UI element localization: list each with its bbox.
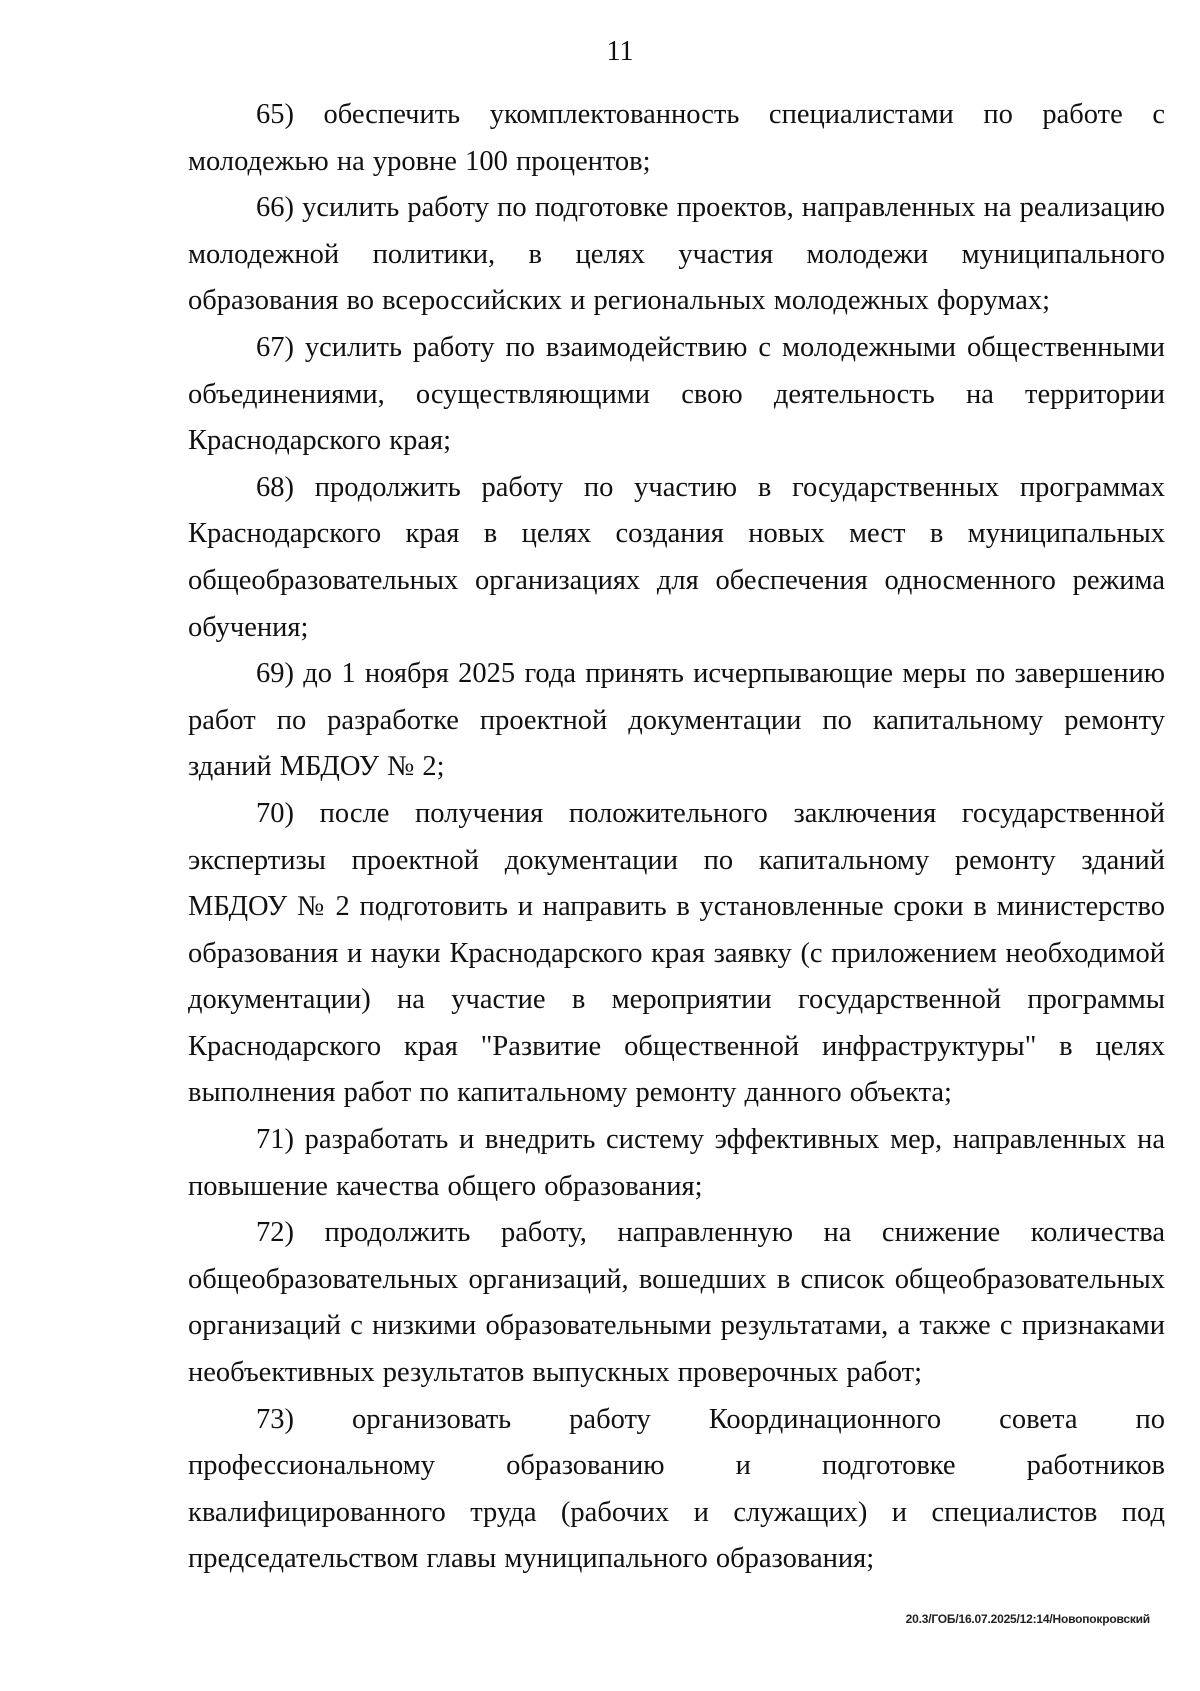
paragraph-70: 70) после получения положительного заключения государственной экспертизы проектной документации по капитальному ремонту зданий МБДОУ № 2 подготовить и направить в установленные сроки в министерство образования и науки Краснодарского края заявку (с приложением необходимой документации) на участие в мероприятии государственной программы Краснодарского края "Развитие общественной инфраструктуры" в целях выполнения работ по капитальному ремонту данного объекта; xyxy=(188,797,1165,1109)
paragraph-72: 72) продолжить работу, направленную на снижение количества общеобразовательных организаций, вошедших в список общеобразовательных организаций с низкими образовательными результатами, а также с признаками необъективных результатов выпускных проверочных работ; xyxy=(188,1217,1165,1389)
paragraph-66: 66) усилить работу по подготовке проектов, направленных на реализацию молодежной политики, в целях участия молодежи муниципального образования во всероссийских и региональных молодежных форумах; xyxy=(188,192,1165,317)
document-body xyxy=(188,92,1165,1583)
paragraph-68: 68) продолжить работу по участию в государственных программах Краснодарского края в целях создания новых мест в муниципальных общеобразовательных организациях для обеспечения односменного режима обучения; xyxy=(188,471,1165,643)
paragraph-67: 67) усилить работу по взаимодействию с молодежными общественными объединениями, осуществляющими свою деятельность на территории Краснодарского края; xyxy=(188,331,1165,457)
paragraph-71: 71) разработать и внедрить систему эффективных мер, направленных на повышение качества общего образования; xyxy=(188,1124,1165,1202)
paragraph-73: 73) организовать работу Координационного совета по профессиональному образованию и подготовке работников квалифицированного труда (рабочих и служащих) и специалистов под председательством главы муниципального образования; xyxy=(188,1403,1165,1575)
document-registration-stamp: 20.3/ГОБ/16.07.2025/12:14/Новопокровский xyxy=(905,1612,1150,1626)
paragraph-69: 69) до 1 ноября 2025 года принять исчерпывающие меры по завершению работ по разработке проектной документации по капитальному ремонту зданий МБДОУ № 2; xyxy=(188,658,1165,783)
paragraph-65: 65) обеспечить укомплектованность специалистами по работе с молодежью на уровне 100 процентов; xyxy=(188,99,1165,177)
page-number: 11 xyxy=(606,36,634,67)
